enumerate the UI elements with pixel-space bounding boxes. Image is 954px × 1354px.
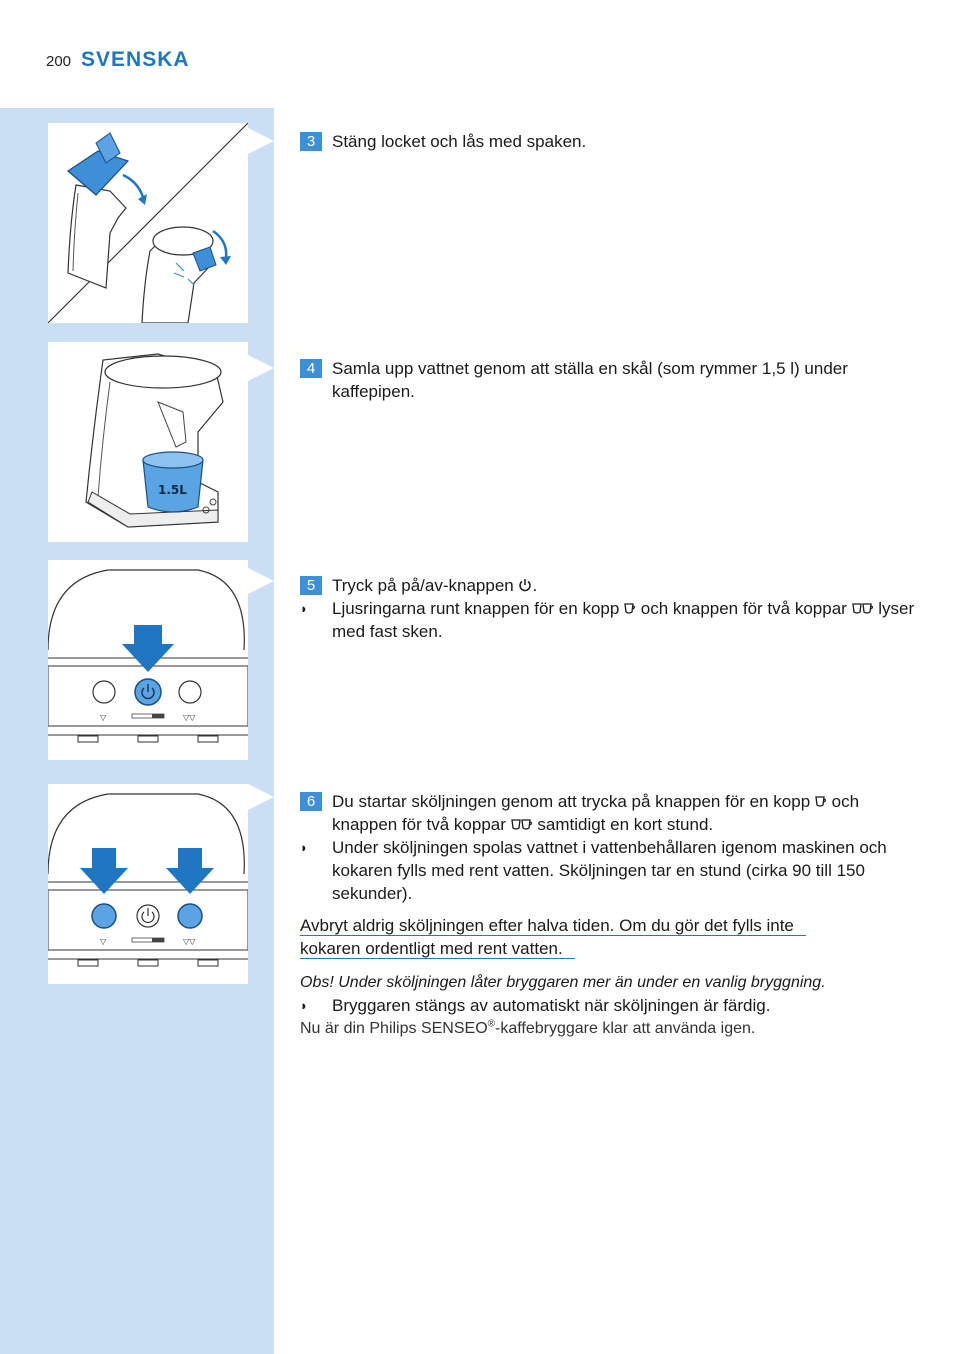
- svg-text:▽▽: ▽▽: [183, 937, 196, 946]
- final-text: Nu är din Philips SENSEO®-kaffebryggare klar att använda igen.: [300, 1018, 756, 1037]
- figure-close-lid: [48, 123, 248, 323]
- step-4-block: [300, 357, 920, 403]
- page-header: [46, 48, 190, 74]
- note-block: [300, 971, 920, 1040]
- figure-cup-buttons: [48, 784, 248, 984]
- svg-text:▽: ▽: [100, 713, 107, 722]
- step-text: Tryck på på/av-knappen .: [332, 576, 538, 595]
- page-number: 200: [46, 53, 72, 70]
- step-number: 5: [300, 576, 322, 595]
- svg-text:▽▽: ▽▽: [183, 713, 196, 722]
- figure-bowl: [48, 342, 248, 542]
- two-cups-icon: [852, 602, 874, 615]
- figure-pointer: [248, 355, 274, 381]
- bullet-triangle-icon: ◗: [300, 840, 308, 855]
- warning-block: [300, 914, 920, 960]
- step-number: 6: [300, 792, 322, 811]
- step-number: 3: [300, 132, 322, 151]
- step-text: Du startar sköljningen genom att trycka på knappen för en kopp och knappen för två koppar samtidigt en kort stund.: [332, 792, 860, 834]
- bullet-item: ◗ Under sköljningen spolas vattnet i vattenbehållaren igenom maskinen och kokaren fylls med rent vatten. Sköljningen tar en stund (cirka 90 till 150 sekunder).: [300, 838, 887, 903]
- bowl-illustration: [48, 342, 248, 542]
- close-lid-illustration: [48, 123, 248, 323]
- bullet-item: ◗ Bryggaren stängs av automatiskt när sköljningen är färdig.: [300, 996, 771, 1015]
- step-3-block: [300, 130, 920, 153]
- bullet-triangle-icon: ◗: [300, 601, 308, 616]
- step-text: Samla upp vattnet genom att ställa en skål (som rymmer 1,5 l) under kaffepipen.: [332, 359, 848, 401]
- two-cups-icon: [511, 818, 533, 831]
- figure-pointer: [248, 568, 274, 594]
- step-text: Stäng locket och lås med spaken.: [332, 132, 587, 151]
- bowl-volume-label: 1.5L: [158, 483, 187, 497]
- svg-text:▽: ▽: [100, 937, 107, 946]
- step-5-block: [300, 574, 920, 643]
- one-cup-icon: [815, 795, 827, 808]
- power-icon: [518, 578, 532, 592]
- warning-line-2: kokaren ordentligt med rent vatten.: [300, 937, 920, 960]
- step-number: 4: [300, 359, 322, 378]
- one-cup-icon: [624, 602, 636, 615]
- bullet-triangle-icon: ◗: [300, 998, 308, 1013]
- figure-power-button: [48, 560, 248, 760]
- section-title: SVENSKA: [81, 48, 190, 71]
- figure-pointer: [248, 128, 274, 154]
- step-6-block: [300, 790, 920, 905]
- cup-buttons-illustration: [48, 784, 248, 984]
- warning-line-1: Avbryt aldrig sköljningen efter halva tiden. Om du gör det fylls inte: [300, 914, 920, 937]
- note-text: Obs! Under sköljningen låter bryggaren mer än under en vanlig bryggning.: [300, 974, 826, 991]
- bullet-item: ◗ Ljusringarna runt knappen för en kopp och knappen för två koppar lyser med fast sken.: [300, 599, 915, 641]
- power-panel-illustration: [48, 560, 248, 760]
- figure-pointer: [248, 784, 274, 810]
